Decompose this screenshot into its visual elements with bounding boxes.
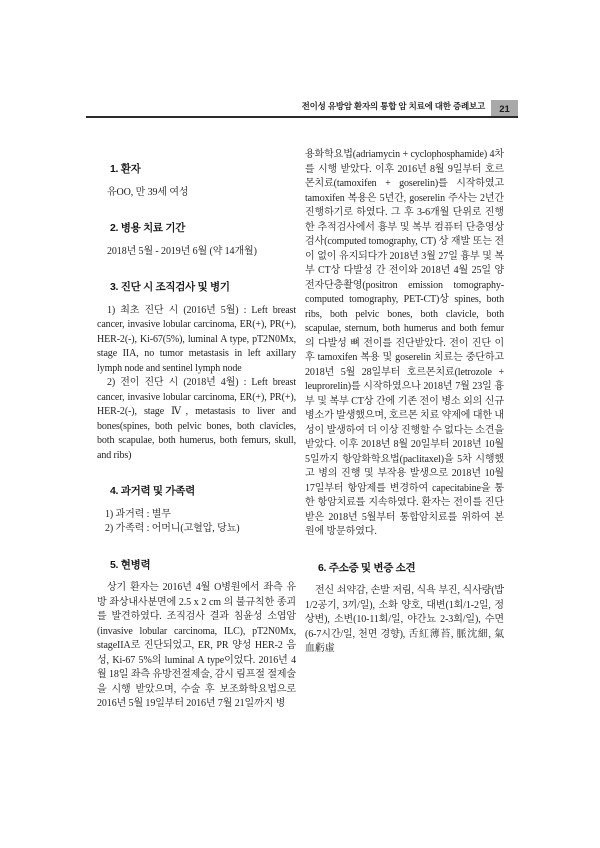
section-heading-symptoms: 6. 주소증 및 변증 소견 xyxy=(318,561,416,574)
section-heading-patient: 1. 환자 xyxy=(110,163,141,175)
right-column xyxy=(305,148,504,657)
present-illness-continued-paragraph: 용화학요법(adriamycin + cyclophosphamide) 4차를 시행 받았다. 이후 2016년 8월 9일부터 호르몬치료(tamoxifen + goserelin)를 시작하였고 tamoxifen 복용은 5년간, goserelin 주사는 2년간 진행하기로 하였다. 그 후 3-6개월 단위로 진행한 추적검사에서 흉부 및 복부 컴퓨터 단층영상검사(computed tomography, CT) 상 재발 또는 전이 없이 유지되다가 2018년 3월 27일 흉부 및 복부 CT상 다발성 간 전이와 2018년 4월 25일 양전자단층촬영(positron emission tomography-computed tomography, PET-CT)상 spines, both ribs, both pelvic bones, both clavicle, both scapulae, sternum, both humerus and both femur의 다발성 뼈 전이를 진단받았다. 전이 진단 이후 tamoxifen 복용 및 goserelin 치료는 중단하고 2018년 5월 28일부터 호르몬치료(letrozole + leuprorelin)를 시작하였으나 2018년 7월 23일 흉부 및 복부 CT상 간에 기존 전이 병소 외의 신규 병소가 발생했으며, 호르몬 치료 약제에 대한 내성이 발생하여 더 이상 진행할 수 없다는 소견을 받았다. 이후 2018년 8월 20일부터 2018년 10월 5일까지 항암화학요법(paclitaxel)을 5차 시행했고 병의 진행 및 부작용 발생으로 2018년 10월 17일부터 항암제를 변경하여 capecitabine을 통한 항암치료를 지속하였다. 환자는 전이를 진단 받은 2018년 5월부터 통합암치료를 위하여 본원에 방문하였다. xyxy=(305,149,504,537)
metastasis-diagnosis-paragraph: 2) 전이 진단 시 (2018년 4월) : Left breast cancer, invasive lobular carcinoma, ER(+), PR(+), HER-2(-), stage Ⅳ, metastasis to liver and bones(spines, both pelvic bones, both clavicles, both scapulae, both humerus, both femurs, skull, and ribs) xyxy=(97,377,296,461)
treatment-period: 2018년 5월 - 2019년 6월 (약 14개월) xyxy=(107,245,257,257)
page-number-badge: 21 xyxy=(491,100,518,118)
patient-summary: 유OO, 만 39세 여성 xyxy=(107,186,189,198)
family-history-item: 2) 가족력 : 어머니(고혈압, 당뇨) xyxy=(105,523,240,534)
left-column xyxy=(97,150,296,712)
section-heading-present-illness: 5. 현병력 xyxy=(110,558,151,571)
section-heading-biopsy-staging: 3. 진단 시 조직검사 및 병기 xyxy=(110,281,230,293)
section-heading-history: 4. 과거력 및 가족력 xyxy=(110,485,195,497)
page-header xyxy=(86,100,518,118)
initial-diagnosis-paragraph: 1) 최초 진단 시 (2016년 5월) : Left breast cancer, invasive lobular carcinoma, ER(+), PR(+), HER-2(-), Ki-67(5%), luminal A type, pT2N0Mx, stage IIA, no tumor metastasis in left axillary lymph node and sentinel lymph node xyxy=(97,304,296,374)
present-illness-paragraph: 상기 환자는 2016년 4월 O병원에서 좌측 유방 좌상내사분면에 2.5 x 2 cm 의 불규칙한 종괴를 발견하였다. 조직검사 결과 침윤성 소엽암(invasive lobular carcinoma, ILC), pT2N0Mx, stageIIA로 진단되었고, ER, PR 양성 HER-2 음성, Ki-67 5%의 luminal A type이었다. 2016년 4월 18일 좌측 유방전절제술, 감시 림프절 절제술을 시행 받았으며, 수술 후 보조화학요법으로 2016년 5월 19일부터 2016년 7월 21일까지 병 xyxy=(97,582,296,709)
section-heading-treatment-period: 2. 병용 치료 기간 xyxy=(110,222,186,234)
past-history-item: 1) 과거력 : 별무 xyxy=(105,508,171,520)
running-head-title: 전이성 유방암 환자의 통합 암 치료에 대한 증례보고 xyxy=(86,100,491,118)
symptoms-pattern-paragraph: 전신 쇠약감, 손발 저림, 식욕 부진, 식사량(밥 1/2공기, 3끼/일), 소화 양호, 대변(1회/1-2일, 정상변), 소변(10-11회/일, 야간뇨 2-3회/일), 수면(6-7시간/일, 천면 경향), 舌紅薄苔, 脈沈細, 氣血虧虛 xyxy=(305,585,504,654)
